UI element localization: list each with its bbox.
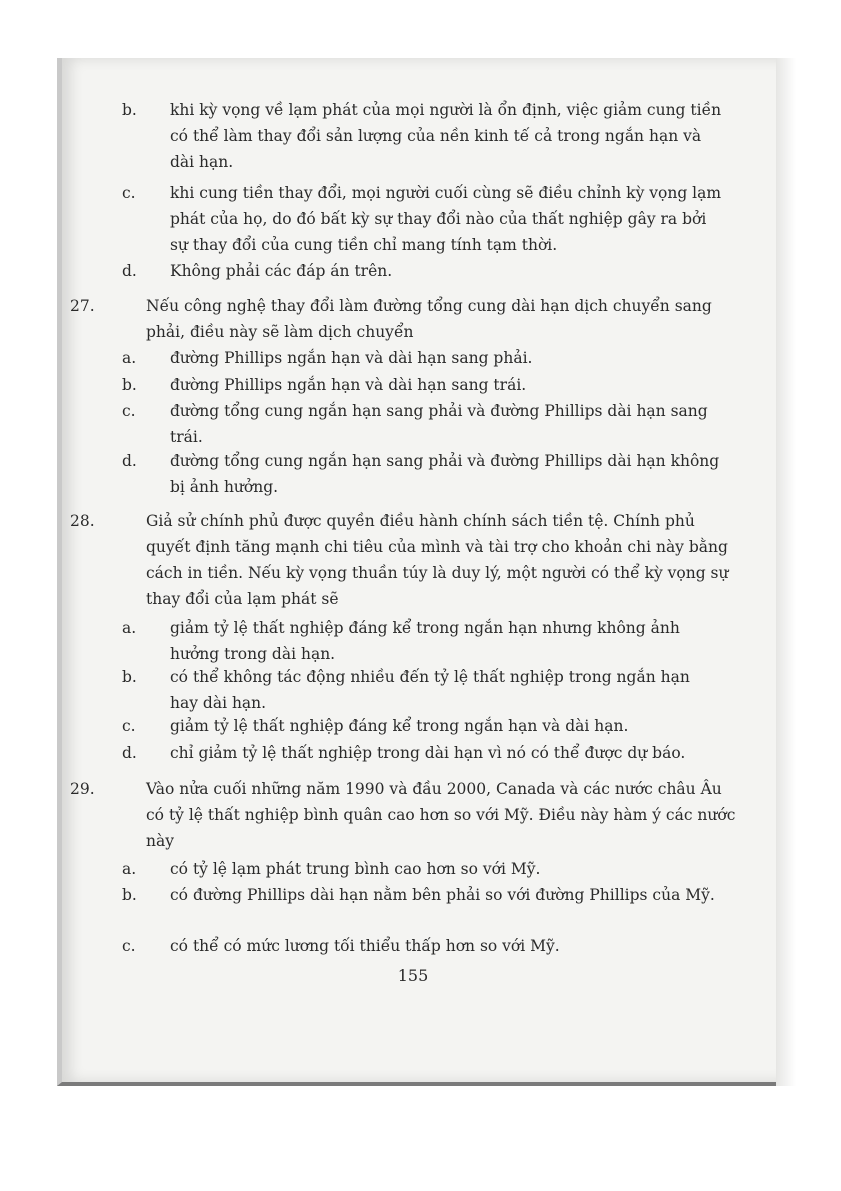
option-text: khi cung tiền thay đổi, mọi người cuối cùng sẽ điều chỉnh kỳ vọng lạm phát của họ, do đó bất kỳ sự thay đổi nào của thất nghiệp gây ra bởi sự thay đổi của cung tiền chỉ mang tính tạm thời.: [170, 184, 722, 254]
option-text: có thể có mức lương tối thiểu thấp hơn so với Mỹ.: [170, 937, 560, 955]
option-text: khi kỳ vọng về lạm phát của mọi người là ổn định, việc giảm cung tiền có thể làm thay đổi sản lượng của nền kinh tế cả trong ngắn hạn và dài hạn.: [170, 101, 722, 171]
option-text: có đường Phillips dài hạn nằm bên phải so với đường Phillips của Mỹ.: [170, 886, 715, 904]
q29-option-b: [122, 882, 722, 908]
option-letter: b.: [122, 101, 137, 119]
option-letter: b.: [122, 668, 137, 686]
question-number: 29.: [70, 780, 95, 798]
question-text: Giả sử chính phủ được quyền điều hành chính sách tiền tệ. Chính phủ quyết định tăng mạnh chi tiêu của mình và tài trợ cho khoản chi này bằng cách in tiền. Nếu kỳ vọng thuần túy là duy lý, một người có thể kỳ vọng sự thay đổi của lạm phát sẽ: [146, 512, 729, 608]
option-letter: a.: [122, 349, 137, 367]
q28-option-d: [122, 740, 722, 766]
option-letter: d.: [122, 262, 137, 280]
option-letter: d.: [122, 452, 137, 470]
q27-option-a: [122, 345, 722, 371]
option-text: có tỷ lệ lạm phát trung bình cao hơn so với Mỹ.: [170, 860, 541, 878]
option-text: đường Phillips ngắn hạn và dài hạn sang phải.: [170, 349, 533, 367]
q29-stem: [70, 776, 736, 854]
option-text: chỉ giảm tỷ lệ thất nghiệp trong dài hạn vì nó có thể được dự báo.: [170, 744, 686, 762]
q26-option-d: [122, 258, 722, 284]
q27-stem: [70, 293, 736, 345]
option-letter: c.: [122, 717, 136, 735]
q27-option-d: [122, 448, 722, 500]
option-text: Không phải các đáp án trên.: [170, 262, 393, 280]
q28-option-a: [122, 615, 722, 667]
q29-option-a: [122, 856, 722, 882]
q29-option-c: [122, 933, 722, 959]
question-text: Nếu công nghệ thay đổi làm đường tổng cung dài hạn dịch chuyển sang phải, điều này sẽ làm dịch chuyển: [146, 297, 712, 341]
q28-option-b: [122, 664, 722, 716]
q26-option-c: [122, 180, 722, 258]
option-text: giảm tỷ lệ thất nghiệp đáng kể trong ngắn hạn và dài hạn.: [170, 717, 629, 735]
question-number: 28.: [70, 512, 95, 530]
option-text: đường tổng cung ngắn hạn sang phải và đường Phillips dài hạn sang trái.: [170, 402, 708, 446]
question-number: 27.: [70, 297, 95, 315]
option-letter: b.: [122, 376, 137, 394]
page-number: 155: [397, 966, 429, 985]
q28-stem: [70, 508, 736, 612]
option-letter: c.: [122, 937, 136, 955]
option-letter: a.: [122, 860, 137, 878]
q27-option-c: [122, 398, 722, 450]
q27-option-b: [122, 372, 722, 398]
option-letter: d.: [122, 744, 137, 762]
option-letter: a.: [122, 619, 137, 637]
option-text: có thể không tác động nhiều đến tỷ lệ thất nghiệp trong ngắn hạn hay dài hạn.: [170, 668, 690, 712]
question-text: Vào nửa cuối những năm 1990 và đầu 2000, Canada và các nước châu Âu có tỷ lệ thất nghiệp bình quân cao hơn so với Mỹ. Điều này hàm ý các nước này: [146, 780, 736, 850]
option-letter: c.: [122, 184, 136, 202]
option-letter: c.: [122, 402, 136, 420]
q28-option-c: [122, 713, 722, 739]
option-text: đường Phillips ngắn hạn và dài hạn sang trái.: [170, 376, 527, 394]
q26-option-b: [122, 97, 722, 175]
option-letter: b.: [122, 886, 137, 904]
option-text: đường tổng cung ngắn hạn sang phải và đường Phillips dài hạn không bị ảnh hưởng.: [170, 452, 720, 496]
option-text: giảm tỷ lệ thất nghiệp đáng kể trong ngắn hạn nhưng không ảnh hưởng trong dài hạn.: [170, 619, 680, 663]
